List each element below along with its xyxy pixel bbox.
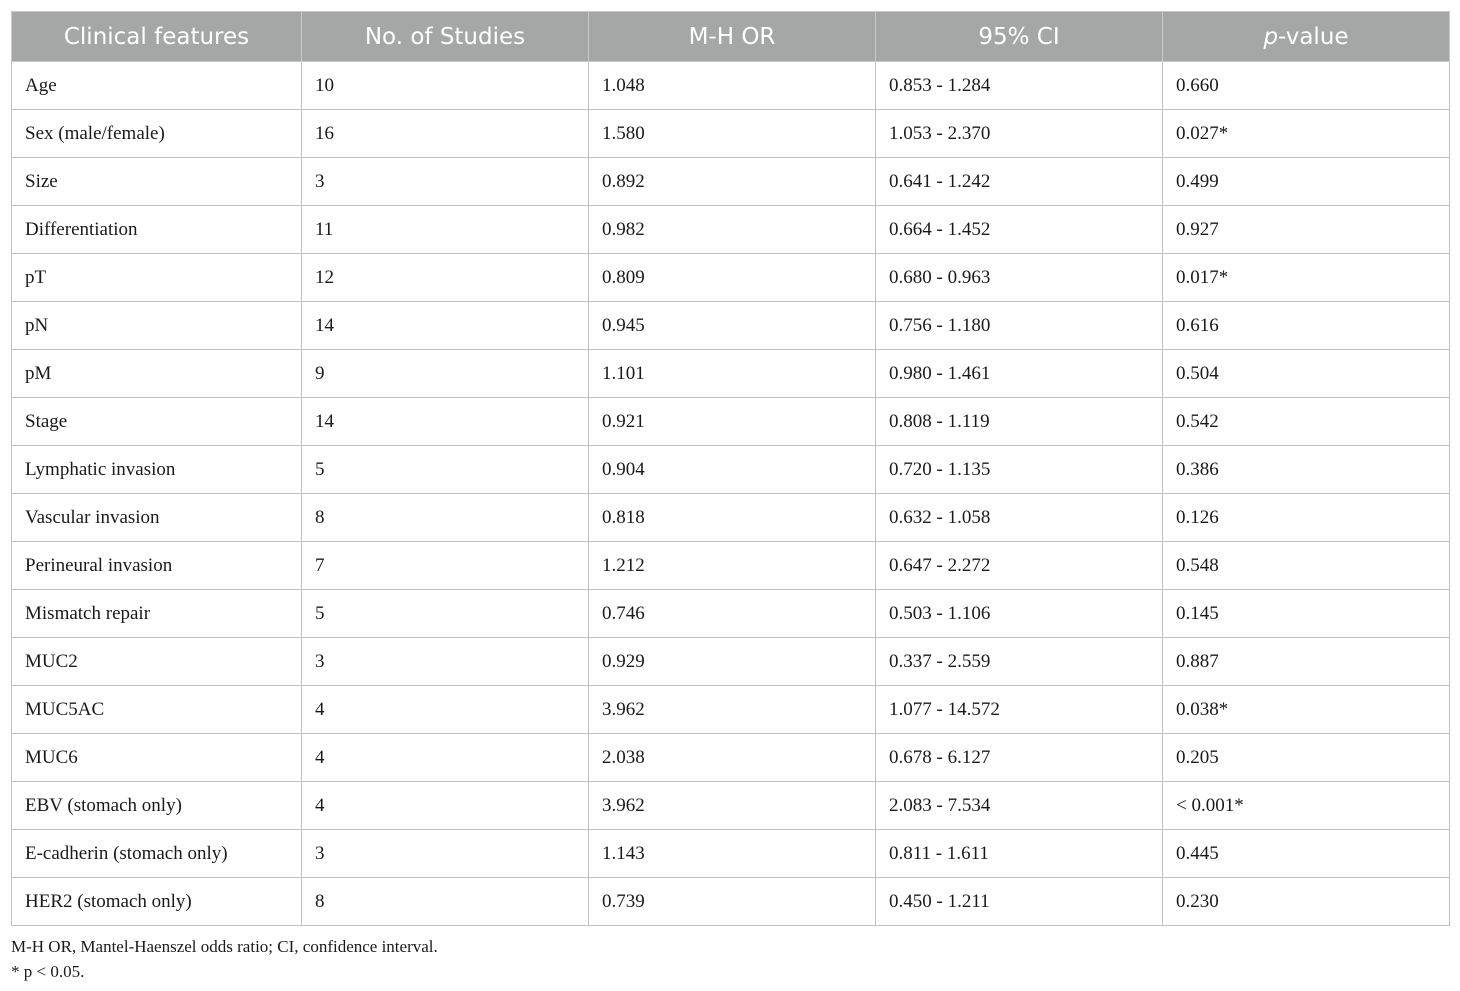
cell-p: 0.038* — [1163, 686, 1450, 734]
cell-studies: 5 — [302, 446, 589, 494]
cell-ci: 0.756 - 1.180 — [876, 302, 1163, 350]
table-row — [12, 782, 1450, 830]
cell-or: 1.580 — [589, 110, 876, 158]
cell-p: 0.504 — [1163, 350, 1450, 398]
cell-p: 0.542 — [1163, 398, 1450, 446]
results-table-container — [11, 11, 1449, 926]
cell-feature: EBV (stomach only) — [12, 782, 302, 830]
header-p-italic: p — [1263, 23, 1279, 50]
cell-studies: 8 — [302, 878, 589, 926]
cell-studies: 3 — [302, 638, 589, 686]
cell-p: 0.230 — [1163, 878, 1450, 926]
cell-studies: 3 — [302, 830, 589, 878]
cell-feature: Perineural invasion — [12, 542, 302, 590]
cell-ci: 0.337 - 2.559 — [876, 638, 1163, 686]
cell-or: 0.904 — [589, 446, 876, 494]
cell-studies: 9 — [302, 350, 589, 398]
cell-studies: 14 — [302, 398, 589, 446]
cell-or: 0.809 — [589, 254, 876, 302]
table-footnotes — [11, 934, 438, 984]
cell-ci: 0.980 - 1.461 — [876, 350, 1163, 398]
cell-ci: 0.853 - 1.284 — [876, 62, 1163, 110]
table-row — [12, 206, 1450, 254]
cell-p: 0.499 — [1163, 158, 1450, 206]
table-row — [12, 350, 1450, 398]
cell-ci: 0.503 - 1.106 — [876, 590, 1163, 638]
cell-feature: Lymphatic invasion — [12, 446, 302, 494]
cell-or: 3.962 — [589, 782, 876, 830]
cell-feature: MUC2 — [12, 638, 302, 686]
table-row — [12, 494, 1450, 542]
table-row — [12, 398, 1450, 446]
cell-p: 0.145 — [1163, 590, 1450, 638]
cell-ci: 0.720 - 1.135 — [876, 446, 1163, 494]
cell-feature: Sex (male/female) — [12, 110, 302, 158]
cell-p: < 0.001* — [1163, 782, 1450, 830]
cell-studies: 14 — [302, 302, 589, 350]
cell-or: 3.962 — [589, 686, 876, 734]
cell-ci: 0.647 - 2.272 — [876, 542, 1163, 590]
cell-feature: Size — [12, 158, 302, 206]
cell-feature: E-cadherin (stomach only) — [12, 830, 302, 878]
table-row — [12, 734, 1450, 782]
header-p-value — [1163, 12, 1450, 62]
cell-studies: 8 — [302, 494, 589, 542]
header-row — [12, 12, 1450, 62]
table-row — [12, 638, 1450, 686]
cell-ci: 0.450 - 1.211 — [876, 878, 1163, 926]
cell-feature: Stage — [12, 398, 302, 446]
cell-or: 0.739 — [589, 878, 876, 926]
cell-ci: 0.641 - 1.242 — [876, 158, 1163, 206]
table-row — [12, 110, 1450, 158]
cell-or: 0.945 — [589, 302, 876, 350]
cell-or: 0.982 — [589, 206, 876, 254]
cell-studies: 4 — [302, 782, 589, 830]
results-table — [11, 11, 1450, 926]
cell-or: 0.921 — [589, 398, 876, 446]
cell-p: 0.126 — [1163, 494, 1450, 542]
table-row — [12, 830, 1450, 878]
cell-ci: 1.053 - 2.370 — [876, 110, 1163, 158]
table-header — [12, 12, 1450, 62]
cell-feature: Vascular invasion — [12, 494, 302, 542]
cell-studies: 16 — [302, 110, 589, 158]
table-row — [12, 254, 1450, 302]
cell-feature: Mismatch repair — [12, 590, 302, 638]
table-row — [12, 62, 1450, 110]
cell-feature: Age — [12, 62, 302, 110]
cell-feature: HER2 (stomach only) — [12, 878, 302, 926]
table-body — [12, 62, 1450, 926]
cell-studies: 11 — [302, 206, 589, 254]
footnote-significance: * p < 0.05. — [11, 962, 85, 981]
cell-ci: 0.632 - 1.058 — [876, 494, 1163, 542]
cell-or: 1.101 — [589, 350, 876, 398]
table-row — [12, 542, 1450, 590]
cell-p: 0.660 — [1163, 62, 1450, 110]
cell-ci: 0.811 - 1.611 — [876, 830, 1163, 878]
table-row — [12, 446, 1450, 494]
cell-p: 0.445 — [1163, 830, 1450, 878]
cell-feature: MUC6 — [12, 734, 302, 782]
cell-p: 0.027* — [1163, 110, 1450, 158]
cell-feature: pN — [12, 302, 302, 350]
cell-p: 0.017* — [1163, 254, 1450, 302]
cell-feature: Differentiation — [12, 206, 302, 254]
cell-ci: 2.083 - 7.534 — [876, 782, 1163, 830]
header-p-rest: -value — [1278, 23, 1349, 50]
cell-studies: 4 — [302, 734, 589, 782]
cell-or: 1.048 — [589, 62, 876, 110]
cell-ci: 0.808 - 1.119 — [876, 398, 1163, 446]
cell-or: 2.038 — [589, 734, 876, 782]
cell-ci: 0.664 - 1.452 — [876, 206, 1163, 254]
cell-p: 0.205 — [1163, 734, 1450, 782]
cell-or: 0.818 — [589, 494, 876, 542]
cell-p: 0.616 — [1163, 302, 1450, 350]
cell-feature: MUC5AC — [12, 686, 302, 734]
cell-feature: pM — [12, 350, 302, 398]
footnote-abbreviations: M-H OR, Mantel-Haenszel odds ratio; CI, confidence interval. — [11, 937, 438, 956]
cell-or: 0.929 — [589, 638, 876, 686]
cell-p: 0.927 — [1163, 206, 1450, 254]
table-row — [12, 158, 1450, 206]
cell-or: 1.212 — [589, 542, 876, 590]
cell-or: 0.746 — [589, 590, 876, 638]
header-95-ci: 95% CI — [876, 12, 1163, 62]
cell-p: 0.548 — [1163, 542, 1450, 590]
cell-ci: 0.678 - 6.127 — [876, 734, 1163, 782]
header-no-of-studies: No. of Studies — [302, 12, 589, 62]
cell-studies: 10 — [302, 62, 589, 110]
cell-studies: 7 — [302, 542, 589, 590]
cell-p: 0.887 — [1163, 638, 1450, 686]
header-mh-or: M-H OR — [589, 12, 876, 62]
cell-studies: 12 — [302, 254, 589, 302]
cell-studies: 4 — [302, 686, 589, 734]
cell-feature: pT — [12, 254, 302, 302]
cell-studies: 5 — [302, 590, 589, 638]
cell-studies: 3 — [302, 158, 589, 206]
table-row — [12, 302, 1450, 350]
cell-or: 0.892 — [589, 158, 876, 206]
cell-p: 0.386 — [1163, 446, 1450, 494]
header-clinical-features: Clinical features — [12, 12, 302, 62]
table-row — [12, 686, 1450, 734]
cell-ci: 1.077 - 14.572 — [876, 686, 1163, 734]
cell-or: 1.143 — [589, 830, 876, 878]
table-row — [12, 590, 1450, 638]
table-row — [12, 878, 1450, 926]
cell-ci: 0.680 - 0.963 — [876, 254, 1163, 302]
